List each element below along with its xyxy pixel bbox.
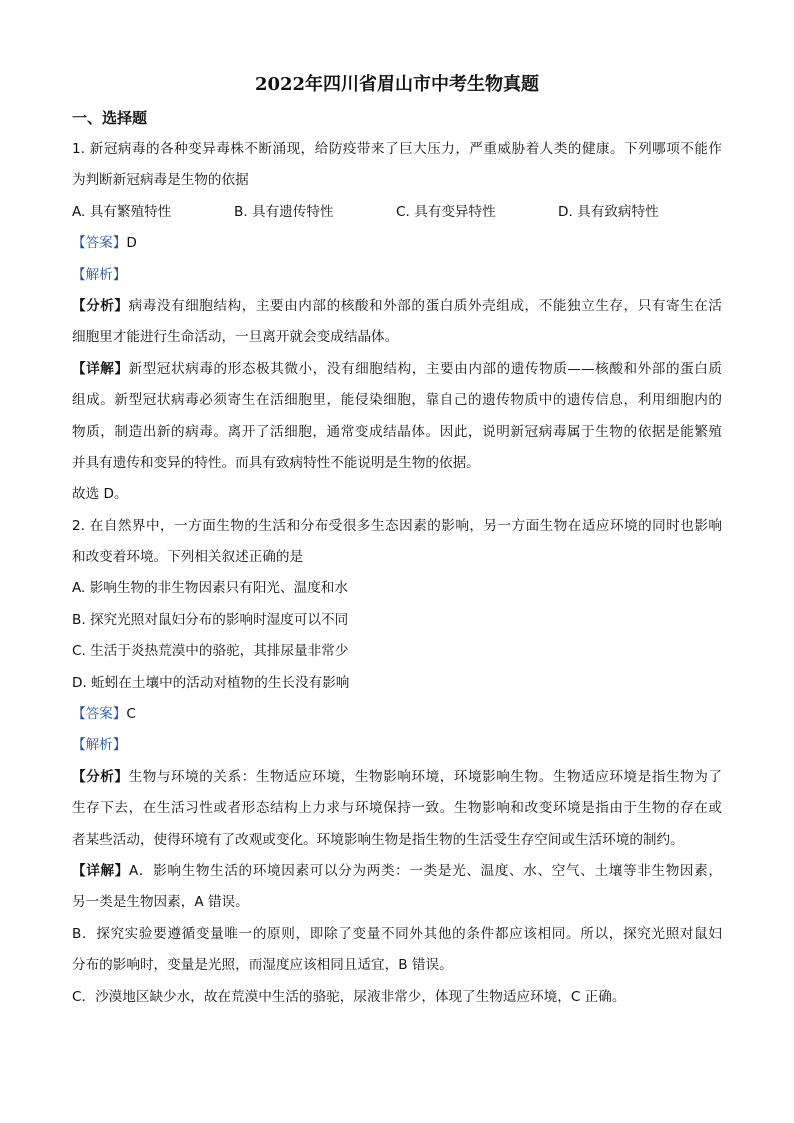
document-title: 2022年四川省眉山市中考生物真题 — [254, 74, 540, 95]
text-line — [72, 703, 722, 734]
answer-option: C. 具有变异特性 — [396, 203, 496, 220]
line-text: 生存下去，在生活习性或者形态结构上力求与环境保持一致。生物影响和改变环境是指由于生物的存在或 — [72, 800, 722, 817]
line-text: 并具有遗传和变异的特性。而具有致病特性不能说明是生物的依据。 — [72, 454, 480, 471]
section-label: 【分析】 — [72, 297, 129, 314]
line-text: B．探究实验要遵循变量唯一的原则，即除了变量不同外其他的条件都应该相同。所以，探究光照对鼠妇 — [72, 925, 722, 942]
text-line — [72, 609, 722, 640]
line-text: D. 蚯蚓在土壤中的活动对植物的生长没有影响 — [72, 674, 350, 691]
line-text: B. 探究光照对鼠妇分布的影响时湿度可以不同 — [72, 611, 349, 628]
section-label: 【详解】 — [72, 862, 129, 879]
text-line — [72, 264, 722, 295]
text-line — [72, 986, 722, 1017]
text-line — [72, 358, 722, 389]
text-line — [72, 232, 722, 263]
line-text: 新型冠状病毒的形态极其微小，没有细胞结构，主要由内部的遗传物质——核酸和外部的蛋白质 — [128, 360, 723, 377]
text-line — [72, 860, 722, 891]
text-line — [72, 483, 722, 514]
line-text: C．沙漠地区缺少水，故在荒漠中生活的骆驼，尿液非常少，体现了生物适应环境，C 正确。 — [72, 988, 626, 1005]
section-label: 【解析】 — [72, 266, 127, 283]
section-label: 【答案】 — [72, 706, 127, 723]
text-line — [72, 389, 722, 420]
line-text: 2. 在自然界中，一方面生物的生活和分布受很多生态因素的影响，另一方面生物在适应环境的同时也影响 — [72, 517, 722, 534]
text-line — [72, 577, 722, 608]
text-line — [72, 452, 722, 483]
line-text: 故选 D。 — [72, 486, 128, 503]
text-line — [72, 546, 722, 577]
text-line — [72, 797, 722, 828]
line-text: 物质，制造出新的病毒。离开了活细胞，通常变成结晶体。因此，说明新冠病毒属于生物的依据是能繁殖 — [72, 423, 722, 440]
line-text: 另一类是生物因素，A 错误。 — [72, 894, 249, 911]
text-line — [72, 201, 722, 232]
text-line — [72, 515, 722, 546]
line-text: 生物与环境的关系：生物适应环境，生物影响环境，环境影响生物。生物适应环境是指生物为了 — [128, 768, 723, 785]
text-line — [72, 421, 722, 452]
line-text: 为判断新冠病毒是生物的依据 — [72, 172, 249, 189]
text-line — [72, 923, 722, 954]
text-line — [72, 954, 722, 985]
section-heading: 一、选择题 — [72, 109, 148, 127]
line-text: C. 生活于炎热荒漠中的骆驼，其排尿量非常少 — [72, 643, 349, 660]
answer-option: D. 具有致病特性 — [558, 203, 659, 220]
section-label: 【答案】 — [72, 235, 127, 252]
text-line — [72, 326, 722, 357]
line-text: 1. 新冠病毒的各种变异毒株不断涌现，给防疫带来了巨大压力，严重威胁着人类的健康。下列哪项不能作 — [72, 141, 722, 157]
text-line — [72, 766, 722, 797]
section-label: 【详解】 — [72, 360, 129, 377]
line-text: 者某些活动，使得环境有了改观或变化。环境影响生物是指生物的生活受生存空间或生活环境的制约。 — [72, 831, 684, 848]
text-line — [72, 169, 722, 200]
answer-option: A. 具有繁殖特性 — [72, 203, 172, 220]
section-label: 【解析】 — [72, 737, 127, 754]
line-text: A．影响生物生活的环境因素可以分为两类：一类是光、温度、水、空气、土壤等非生物因素， — [128, 862, 723, 879]
line-text: 和改变着环境。下列相关叙述正确的是 — [72, 549, 304, 566]
line-text: D — [126, 235, 137, 252]
text-line — [72, 672, 722, 703]
line-text: 组成。新型冠状病毒必须寄生在活细胞里，能侵染细胞，靠自己的遗传物质中的遗传信息，利用细胞内的 — [72, 392, 722, 409]
line-text: 细胞里才能进行生命活动，一旦离开就会变成结晶体。 — [72, 329, 399, 346]
text-line — [72, 295, 722, 326]
section-label: 【分析】 — [72, 768, 129, 785]
line-text: 分布的影响时，变量是光照，而湿度应该相同且适宜，B 错误。 — [72, 957, 453, 974]
answer-option: B. 具有遗传特性 — [234, 203, 334, 220]
text-line — [72, 734, 722, 765]
line-text: C — [126, 706, 136, 723]
text-line — [72, 138, 722, 169]
text-line — [72, 829, 722, 860]
text-line — [72, 891, 722, 922]
text-line — [72, 640, 722, 671]
line-text: A. 影响生物的非生物因素只有阳光、温度和水 — [72, 580, 348, 597]
line-text: 病毒没有细胞结构，主要由内部的核酸和外部的蛋白质外壳组成，不能独立生存，只有寄生在活 — [128, 297, 723, 314]
document-body — [72, 138, 722, 1017]
